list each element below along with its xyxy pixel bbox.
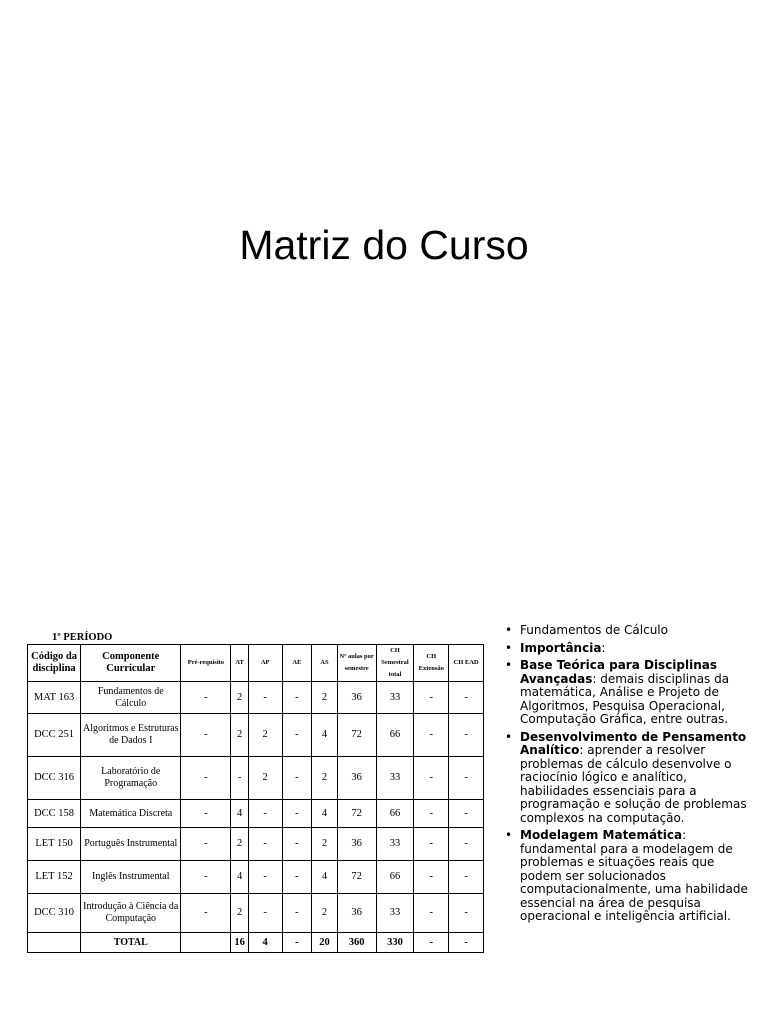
cell-total-ch: 330 — [376, 933, 414, 953]
curriculum-table — [27, 644, 484, 953]
cell-code: MAT 163 — [28, 682, 81, 714]
cell-ead: - — [449, 894, 484, 933]
cell-total-label: TOTAL — [81, 933, 181, 953]
cell-as: 4 — [312, 800, 338, 828]
cell-ap: - — [248, 861, 282, 894]
cell-ap: - — [248, 800, 282, 828]
cell-ext: - — [414, 894, 449, 933]
cell-at: - — [231, 757, 248, 800]
cell-total-ap: 4 — [248, 933, 282, 953]
cell-ch: 66 — [376, 714, 414, 757]
bullet-text: : demais disciplinas da matemática, Análise e Projeto de Algoritmos, Pesquisa Operacional, Computação Gráfica, entre outras. — [520, 671, 730, 726]
cell-prereq: - — [181, 757, 231, 800]
cell-at: 4 — [231, 861, 248, 894]
table-row — [28, 714, 484, 757]
bullet-list — [505, 624, 755, 928]
cell-total-prereq — [181, 933, 231, 953]
cell-prereq: - — [181, 800, 231, 828]
bullet-item — [505, 659, 755, 727]
cell-component: Introdução à Ciência da Computação — [81, 894, 181, 933]
total-row — [28, 933, 484, 953]
cell-total-ae: - — [282, 933, 312, 953]
cell-ead: - — [449, 800, 484, 828]
cell-ext: - — [414, 714, 449, 757]
period-label: 1º PERÍODO — [52, 632, 113, 643]
cell-ead: - — [449, 714, 484, 757]
cell-code: DCC 251 — [28, 714, 81, 757]
bullet-item — [505, 624, 755, 638]
header-ap: AP — [248, 645, 282, 682]
cell-ap: 2 — [248, 757, 282, 800]
cell-aulas: 36 — [337, 682, 376, 714]
bullet-text: : fundamental para a modelagem de problemas e situações reais que podem ser solucionados computacionalmente, uma habilidade essencial na área de pesquisa operacional e inteligência artificial. — [520, 828, 748, 923]
cell-ae: - — [282, 800, 312, 828]
bullet-dot-icon: • — [505, 828, 513, 842]
cell-ch: 33 — [376, 757, 414, 800]
cell-total-as: 20 — [312, 933, 338, 953]
bullet-dot-icon: • — [505, 658, 513, 672]
header-at: AT — [231, 645, 248, 682]
table-row — [28, 828, 484, 861]
cell-ead: - — [449, 861, 484, 894]
bullet-bold: Desenvolvimento de Pensamento Analítico — [520, 729, 747, 757]
cell-ae: - — [282, 757, 312, 800]
cell-component: Português Instrumental — [81, 828, 181, 861]
cell-ch: 33 — [376, 828, 414, 861]
cell-ead: - — [449, 828, 484, 861]
bullet-text: : — [601, 640, 606, 655]
cell-as: 2 — [312, 828, 338, 861]
cell-total-empty — [28, 933, 81, 953]
table-row — [28, 757, 484, 800]
cell-ch: 33 — [376, 682, 414, 714]
cell-code: LET 150 — [28, 828, 81, 861]
cell-ap: - — [248, 828, 282, 861]
cell-aulas: 36 — [337, 757, 376, 800]
cell-at: 2 — [231, 894, 248, 933]
header-ch-semestral: CH Semestral total — [376, 645, 414, 682]
cell-ext: - — [414, 828, 449, 861]
cell-prereq: - — [181, 894, 231, 933]
header-row — [28, 645, 484, 682]
header-ch-extensao: CH Extensão — [414, 645, 449, 682]
header-code: Código da disciplina — [28, 645, 81, 682]
cell-ext: - — [414, 861, 449, 894]
cell-ae: - — [282, 682, 312, 714]
cell-prereq: - — [181, 828, 231, 861]
cell-ch: 66 — [376, 861, 414, 894]
curriculum-table-block — [27, 631, 484, 953]
cell-code: DCC 158 — [28, 800, 81, 828]
bullet-item — [505, 731, 755, 826]
cell-at: 2 — [231, 714, 248, 757]
cell-prereq: - — [181, 682, 231, 714]
cell-ead: - — [449, 682, 484, 714]
header-ch-ead: CH EAD — [449, 645, 484, 682]
bullet-bold: Modelagem Matemática — [520, 828, 683, 842]
header-prereq: Pré-requisito — [181, 645, 231, 682]
cell-ap: - — [248, 682, 282, 714]
cell-as: 4 — [312, 861, 338, 894]
cell-total-aulas: 360 — [337, 933, 376, 953]
header-as: AS — [312, 645, 338, 682]
cell-component: Laboratório de Programação — [81, 757, 181, 800]
table-row — [28, 894, 484, 933]
header-aulas: Nº aulas por semestre — [337, 645, 376, 682]
table-row — [28, 800, 484, 828]
cell-as: 2 — [312, 757, 338, 800]
cell-aulas: 36 — [337, 894, 376, 933]
cell-aulas: 72 — [337, 714, 376, 757]
cell-ap: - — [248, 894, 282, 933]
cell-prereq: - — [181, 861, 231, 894]
cell-as: 4 — [312, 714, 338, 757]
bullet-item — [505, 829, 755, 924]
cell-as: 2 — [312, 682, 338, 714]
cell-prereq: - — [181, 714, 231, 757]
header-component: Componente Curricular — [81, 645, 181, 682]
cell-ext: - — [414, 757, 449, 800]
bullet-text: Fundamentos de Cálculo — [520, 623, 668, 637]
cell-component: Fundamentos de Cálculo — [81, 682, 181, 714]
cell-ap: 2 — [248, 714, 282, 757]
bullet-text: : aprender a resolver problemas de cálculo desenvolve o raciocínio lógico e analítico, habilidades essenciais para a programação e solução de problemas complexos na computação. — [520, 743, 747, 825]
cell-aulas: 72 — [337, 800, 376, 828]
bullet-bold: Importância — [520, 640, 602, 655]
cell-total-at: 16 — [231, 933, 248, 953]
cell-component: Inglês Instrumental — [81, 861, 181, 894]
cell-ext: - — [414, 800, 449, 828]
cell-code: LET 152 — [28, 861, 81, 894]
slide-title: Matriz do Curso — [239, 222, 529, 268]
table-row — [28, 682, 484, 714]
bullet-dot-icon: • — [505, 729, 513, 744]
cell-ext: - — [414, 682, 449, 714]
cell-at: 4 — [231, 800, 248, 828]
cell-aulas: 72 — [337, 861, 376, 894]
cell-ae: - — [282, 714, 312, 757]
bullet-dot-icon: • — [505, 640, 513, 655]
header-ae: AE — [282, 645, 312, 682]
cell-component: Algoritmos e Estruturas de Dados I — [81, 714, 181, 757]
bullet-bold: Base Teórica para Disciplinas Avançadas — [520, 658, 718, 686]
table-row — [28, 861, 484, 894]
bullet-item — [505, 642, 755, 656]
cell-as: 2 — [312, 894, 338, 933]
cell-total-ead: - — [449, 933, 484, 953]
cell-ch: 33 — [376, 894, 414, 933]
cell-total-ext: - — [414, 933, 449, 953]
cell-code: DCC 316 — [28, 757, 81, 800]
cell-ch: 66 — [376, 800, 414, 828]
bullet-dot-icon: • — [505, 623, 513, 637]
cell-ead: - — [449, 757, 484, 800]
cell-component: Matemática Discreta — [81, 800, 181, 828]
cell-at: 2 — [231, 682, 248, 714]
cell-code: DCC 310 — [28, 894, 81, 933]
cell-aulas: 36 — [337, 828, 376, 861]
cell-at: 2 — [231, 828, 248, 861]
cell-ae: - — [282, 894, 312, 933]
cell-ae: - — [282, 828, 312, 861]
cell-ae: - — [282, 861, 312, 894]
